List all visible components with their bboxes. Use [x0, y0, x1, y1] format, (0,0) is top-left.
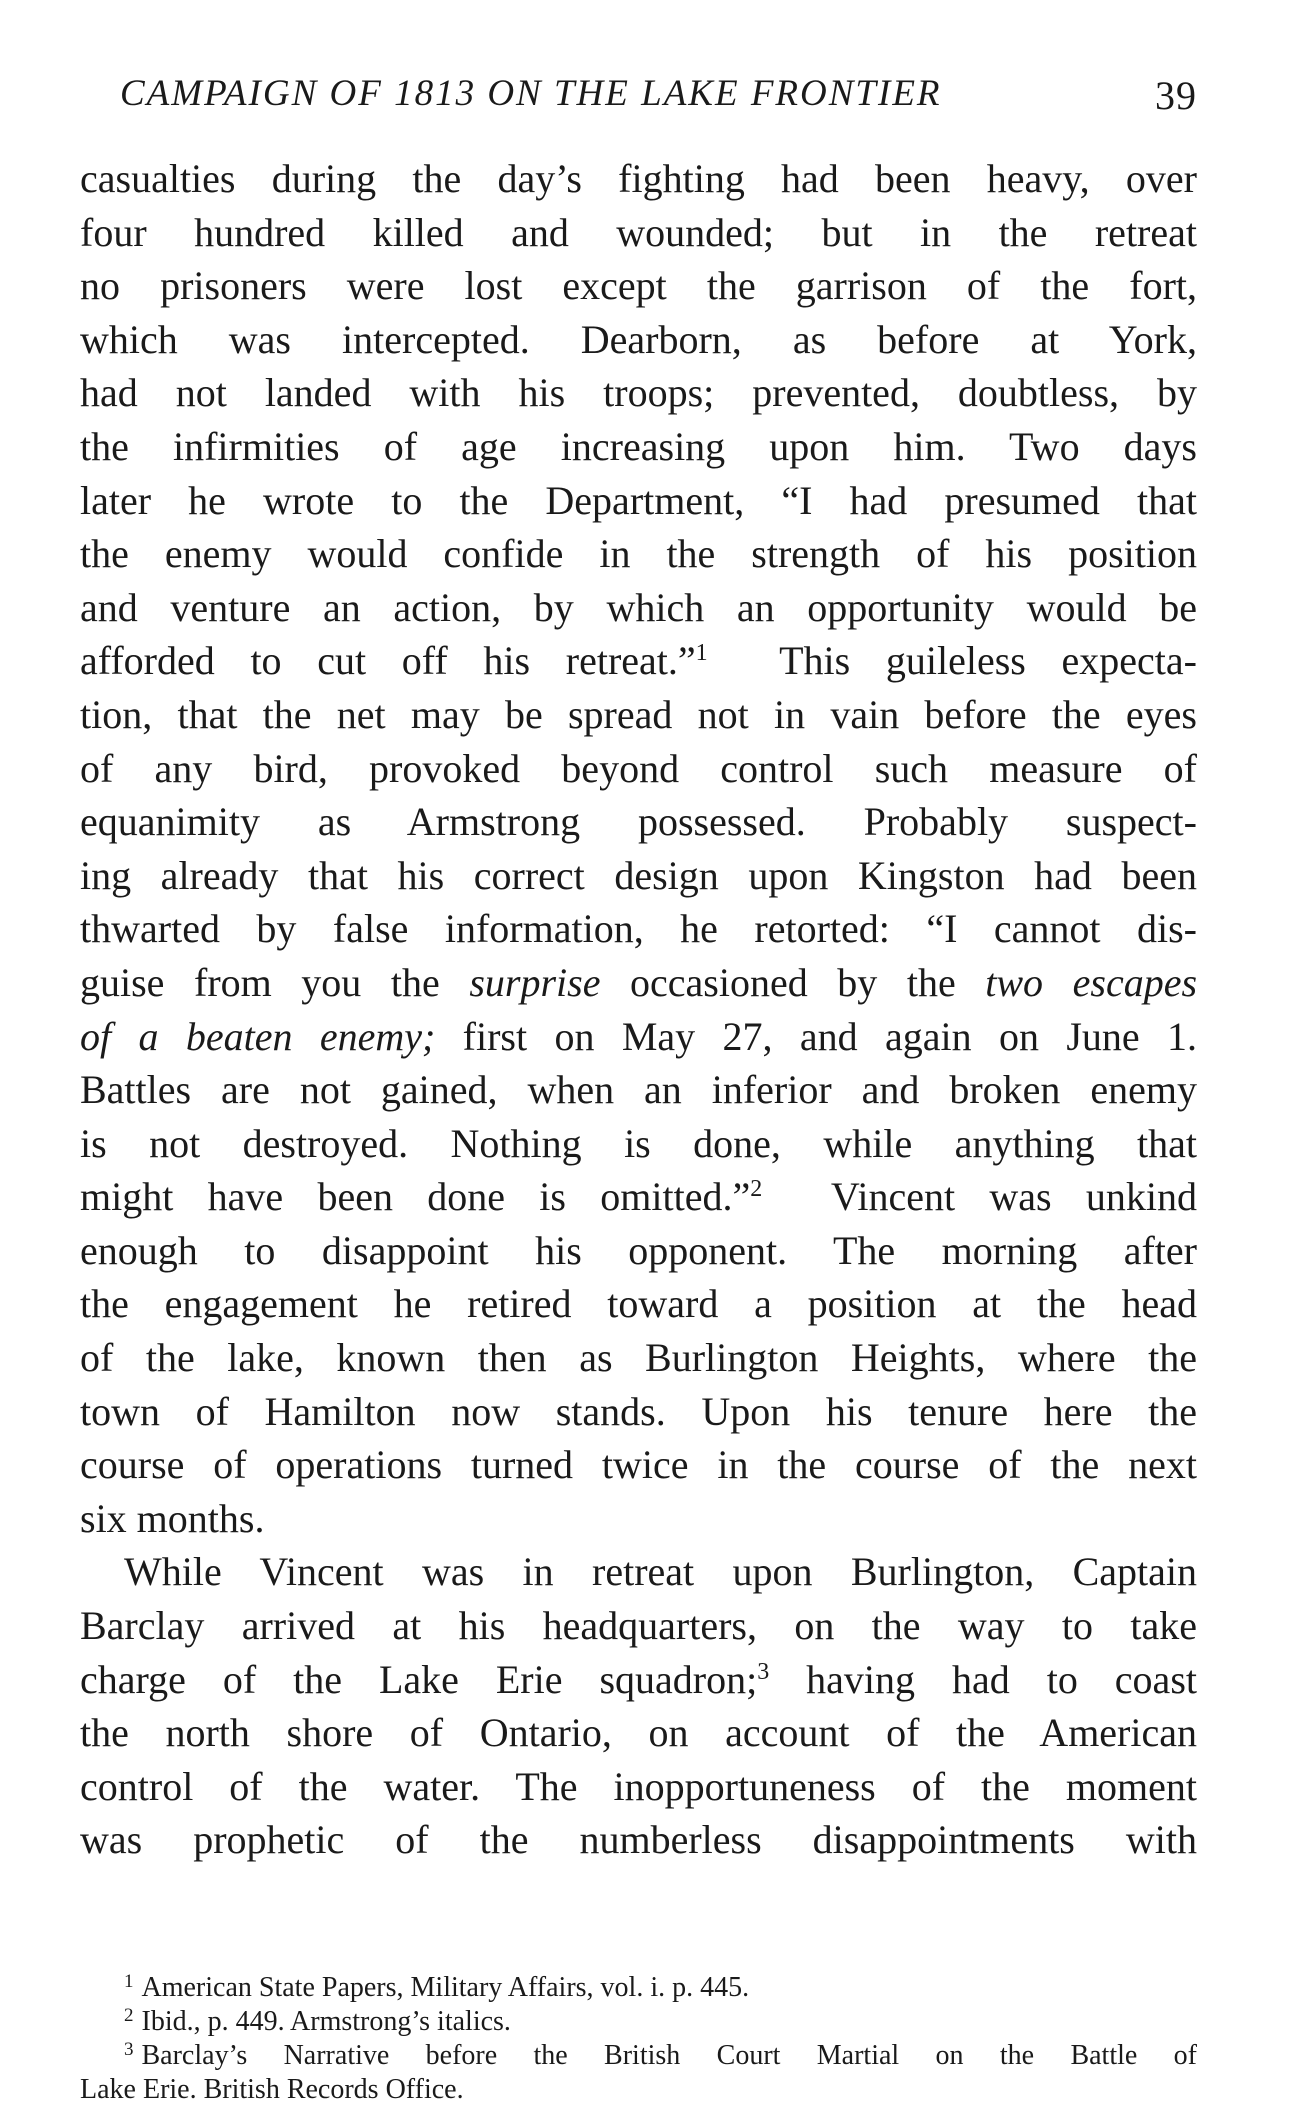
text-line: of the lake, known then as Burlington Heights, where the: [80, 1335, 1197, 1381]
italic-text: of a beaten enemy;: [80, 1013, 436, 1059]
text-segment: This guileless expecta-: [779, 638, 1197, 684]
text-line: was prophetic of the numberless disappointments with: [80, 1817, 1197, 1863]
footnote-1: [80, 1971, 1197, 2005]
text-line: and venture an action, by which an opportunity would be: [80, 584, 1197, 630]
text-line: of any bird, provoked beyond control such measure of: [80, 745, 1197, 791]
text-line: [80, 956, 1197, 1010]
text-line: equanimity as Armstrong possessed. Probably suspect-: [80, 799, 1197, 845]
text-line: the north shore of Ontario, on account of the American: [80, 1710, 1197, 1756]
footnote-text: Ibid., p. 449. Armstrong’s italics.: [141, 2006, 511, 2037]
text-line: enough to disappoint his opponent. The morning after: [80, 1227, 1197, 1273]
text-segment: might have been done is omitted.”: [80, 1174, 751, 1220]
text-line: [80, 634, 1197, 688]
text-line: tion, that the net may be spread not in vain before the eyes: [80, 691, 1197, 737]
text-line: six months.: [80, 1495, 265, 1541]
footnote-ref-3: 3: [757, 1658, 770, 1685]
running-header: [80, 66, 1197, 120]
text-line: which was intercepted. Dearborn, as before at York,: [80, 316, 1197, 362]
text-segment: first on May 27, and again on June 1.: [462, 1013, 1198, 1059]
text-segment: occasioned by the: [630, 959, 956, 1005]
text-line: four hundred killed and wounded; but in the retreat: [80, 209, 1197, 255]
text-line: Barclay arrived at his headquarters, on the way to take: [80, 1603, 1197, 1649]
text-line: [80, 1170, 1197, 1224]
text-line: the engagement he retired toward a position at the head: [80, 1281, 1197, 1327]
footnote-mark: 3: [124, 2039, 134, 2060]
text-line: the enemy would confide in the strength of his position: [80, 531, 1197, 577]
text-segment: having had to coast: [806, 1656, 1197, 1702]
text-line: no prisoners were lost except the garrison of the fort,: [80, 263, 1197, 309]
text-segment: charge of the Lake Erie squadron;: [80, 1656, 758, 1702]
text-line: is not destroyed. Nothing is done, while anything that: [80, 1120, 1197, 1166]
text-segment: afforded to cut off his retreat.”: [80, 638, 696, 684]
italic-text: surprise: [469, 959, 601, 1005]
italic-text: two escapes: [985, 959, 1198, 1005]
text-line: control of the water. The inopportuneness of the moment: [80, 1763, 1197, 1809]
footnotes: [80, 1971, 1197, 2107]
text-segment: Vincent was unkind: [830, 1174, 1198, 1220]
text-line: Battles are not gained, when an inferior and broken enemy: [80, 1067, 1197, 1113]
page-number: 39: [1155, 73, 1197, 118]
footnote-text: American State Papers, Military Affairs, vol. i. p. 445.: [141, 1972, 750, 2003]
footnote-ref-1: 1: [695, 640, 708, 667]
footnote-mark: 2: [124, 2005, 134, 2026]
text-line: [80, 1010, 1197, 1064]
footnote-text: Barclay’s Narrative before the British Court Martial on the Battle of: [141, 2040, 1197, 2071]
text-line: the infirmities of age increasing upon him. Two days: [80, 423, 1197, 469]
text-line: thwarted by false information, he retorted: “I cannot dis-: [80, 906, 1197, 952]
text-segment: guise from you the: [80, 959, 440, 1005]
text-line: had not landed with his troops; prevented, doubtless, by: [80, 370, 1197, 416]
text-line: course of operations turned twice in the course of the next: [80, 1442, 1197, 1488]
text-line: [80, 1653, 1197, 1707]
footnote-ref-2: 2: [750, 1176, 763, 1203]
footnote-3-continued: Lake Erie. British Records Office.: [80, 2074, 464, 2105]
footnote-2: [80, 2005, 1197, 2039]
text-line: While Vincent was in retreat upon Burlington, Captain: [124, 1549, 1197, 1595]
text-line: ing already that his correct design upon Kingston had been: [80, 852, 1197, 898]
text-line: town of Hamilton now stands. Upon his tenure here the: [80, 1388, 1197, 1434]
body-text: [80, 152, 1197, 1867]
running-title: CAMPAIGN OF 1813 ON THE LAKE FRONTIER: [120, 73, 942, 114]
text-line: casualties during the day’s fighting had been heavy, over: [80, 156, 1197, 201]
footnote-3: [80, 2039, 1197, 2073]
footnote-mark: 1: [124, 1971, 134, 1992]
text-line: later he wrote to the Department, “I had presumed that: [80, 477, 1197, 523]
